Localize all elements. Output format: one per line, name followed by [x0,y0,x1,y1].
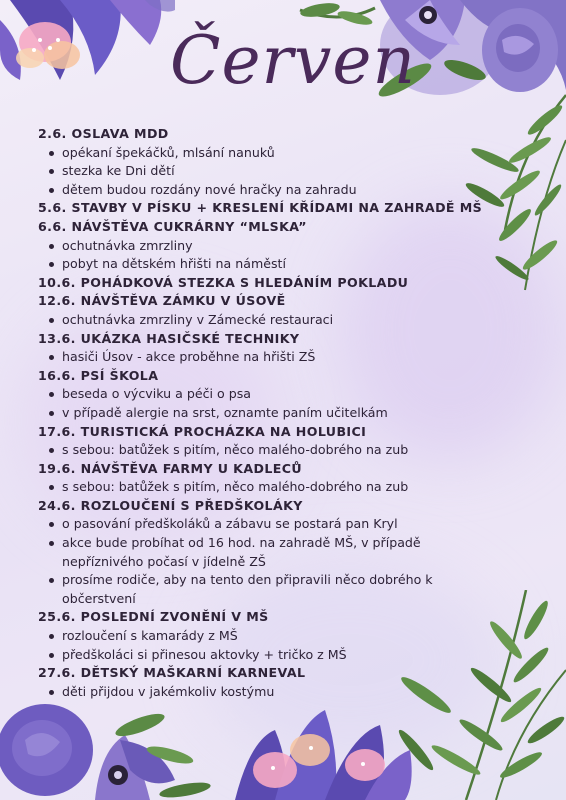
event-list [38,125,518,701]
event-date: 25.6. [38,609,76,625]
event-date: 5.6. [38,200,67,216]
event-date: 19.6. [38,460,76,476]
event-heading [38,608,518,627]
event-block [38,125,518,199]
event-block [38,274,518,293]
event-title: OSLAVA MDD [71,126,169,141]
event-detail-item: děti přijdou v jakémkoliv kostýmu [38,683,518,702]
event-date: 27.6. [38,665,76,681]
event-detail-item: beseda o výcviku a péči o psa [38,385,518,404]
event-detail-item: dětem budou rozdány nové hračky na zahradu [38,181,518,200]
event-details [38,144,518,200]
event-heading [38,367,518,386]
page-title: Červen [170,22,416,99]
event-block [38,330,518,367]
event-date: 10.6. [38,274,76,290]
event-heading [38,292,518,311]
event-heading [38,460,518,479]
event-block [38,608,518,664]
event-detail-item: rozloučení s kamarády z MŠ [38,627,518,646]
flower-decoration-top-left [0,0,175,95]
event-title: POSLEDNÍ ZVONĚNÍ V MŠ [80,609,269,625]
event-date: 13.6. [38,330,76,346]
event-details [38,311,518,330]
event-detail-item: pobyt na dětském hřišti na náměstí [38,255,518,274]
event-title: DĚTSKÝ MAŠKARNÍ KARNEVAL [80,665,306,681]
event-detail-item: předškoláci si přinesou aktovky + tričko z MŠ [38,646,518,665]
event-title: STAVBY V PÍSKU + KRESLENÍ KŘÍDAMI NA ZAHRADĚ MŠ [71,200,483,216]
event-block [38,423,518,460]
event-heading [38,199,518,218]
event-heading [38,218,518,237]
event-details [38,683,518,702]
event-heading [38,274,518,293]
event-details [38,478,518,497]
event-detail-item: ochutnávka zmrzliny [38,237,518,256]
event-detail-item: stezka ke Dni dětí [38,162,518,181]
event-details [38,385,518,422]
event-detail-item: opékaní špekáčků, mlsání nanuků [38,144,518,163]
event-details [38,237,518,274]
flower-decoration-bottom-left [0,690,215,800]
event-block [38,199,518,218]
event-heading [38,125,518,144]
event-heading [38,497,518,516]
event-date: 24.6. [38,497,76,513]
event-date: 2.6. [38,126,67,141]
event-details [38,627,518,664]
event-date: 17.6. [38,423,76,439]
event-detail-item: v případě alergie na srst, oznamte paním učitelkám [38,404,518,423]
event-details [38,441,518,460]
event-title: ROZLOUČENÍ S PŘEDŠKOLÁKY [80,497,303,513]
event-date: 12.6. [38,293,76,309]
flower-decoration-bottom-center [215,710,415,800]
event-title: POHÁDKOVÁ STEZKA S HLEDÁNÍM POKLADU [80,274,409,290]
event-date: 6.6. [38,218,67,234]
event-title: NÁVŠTĚVA FARMY U KADLECŮ [80,460,303,476]
event-block [38,292,518,329]
event-date: 16.6. [38,367,76,383]
event-block [38,460,518,497]
event-title: PSÍ ŠKOLA [80,367,159,383]
event-detail-item: prosíme rodiče, aby na tento den připravili něco dobrého k občerstvení [38,571,498,608]
event-detail-item: hasiči Úsov - akce proběhne na hřišti ZŠ [38,348,518,367]
event-detail-item: ochutnávka zmrzliny v Zámecké restauraci [38,311,518,330]
event-block [38,218,518,274]
event-detail-item: s sebou: batůžek s pitím, něco malého-dobrého na zub [38,441,518,460]
event-detail-item: s sebou: batůžek s pitím, něco malého-dobrého na zub [38,478,518,497]
event-heading [38,423,518,442]
event-details [38,515,518,608]
event-detail-item: o pasování předškoláků a zábavu se postará pan Kryl [38,515,518,534]
event-detail-item: akce bude probíhat od 16 hod. na zahradě MŠ, v případě nepříznivého počasí v jídelně ZŠ [38,534,498,571]
event-title: UKÁZKA HASIČSKÉ TECHNIKY [80,330,300,346]
event-title: NÁVŠTĚVA ZÁMKU V ÚSOVĚ [80,293,286,309]
event-heading [38,330,518,349]
event-block [38,664,518,701]
event-heading [38,664,518,683]
event-title: TURISTICKÁ PROCHÁZKA NA HOLUBICI [80,423,367,439]
event-block [38,497,518,609]
event-details [38,348,518,367]
event-title: NÁVŠTĚVA CUKRÁRNY “MLSKA” [71,218,307,234]
event-block [38,367,518,423]
